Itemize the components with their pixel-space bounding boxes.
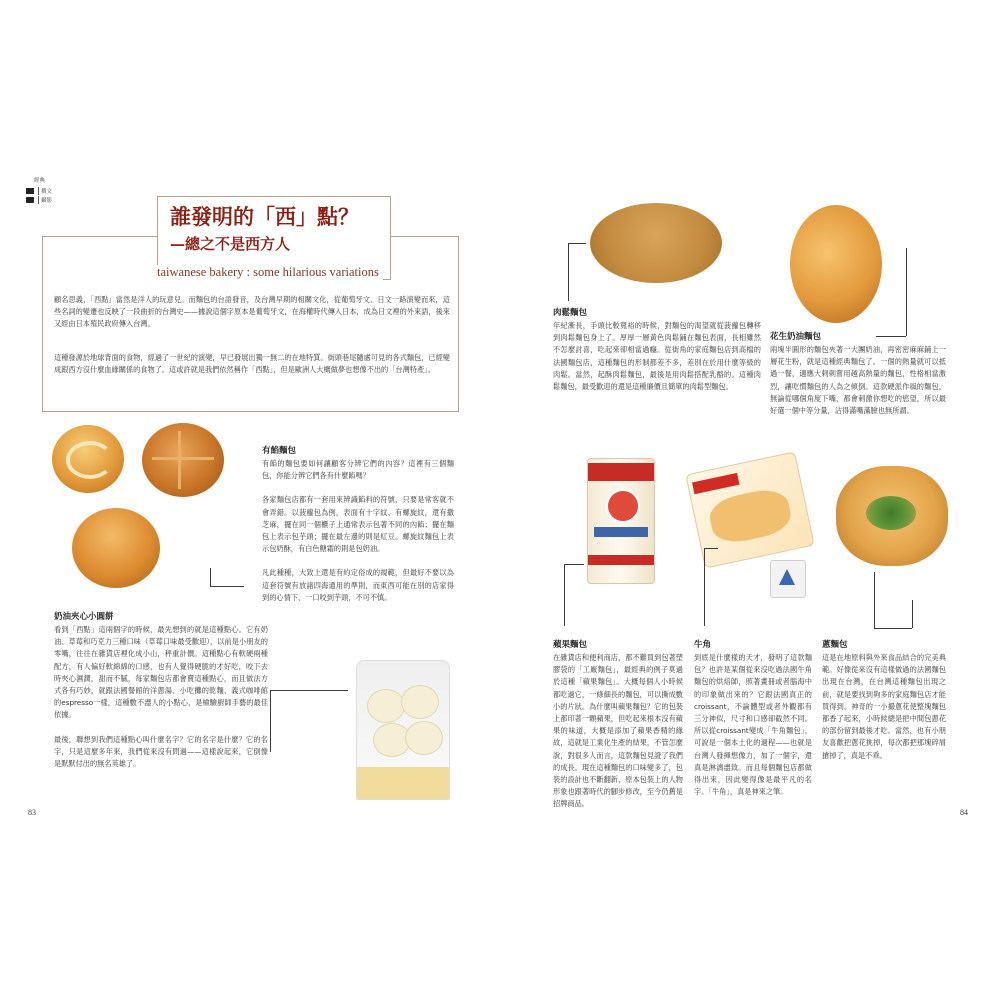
connector-line: [568, 243, 586, 244]
spiral-bun-photo: [52, 425, 124, 493]
intro-paragraph-2: 這種發源於地球背面的食物，經過了一世紀的演變，早已發展出獨一無二的在地特質。街頭巷尾隨處可見的各式麵包，已經變成跟西方沒什麼血緣關係的食物了。這或許就是我們依然稱作「西點」，但是歐洲人大概做夢也想像不出的「台灣特產」。: [54, 353, 450, 375]
croissant-tag-photo: [770, 560, 806, 598]
page-subtitle: —總之不是西方人: [170, 235, 291, 253]
connector-line: [210, 586, 244, 587]
english-subtitle: taiwanese bakery : some hilarious variations: [157, 265, 383, 280]
connector-line: [704, 548, 718, 549]
page-title: 誰發明的「西」點？: [170, 204, 359, 229]
peanut-p1: 兩塊半圓形的麵包夾著一大團奶油，再密密麻麻鋪上一層花生粉，就是這種經典麵包了。一個的熱量就可以抵過一餐，適應大剌剌嘗用越高熱量的麵包，性格相當激烈，讓吃慣麵包的人為之傾倒。這款硬派作風的麵包，無論從哪個角度下嘴，都會刺激你想吃的慾望，所以最好選一個中等分量，沾得滿嘴滿臉也無所謂。: [770, 345, 946, 416]
connector-line: [270, 690, 271, 752]
croissant-p1: 到底是什麼樣的天才，發明了這款麵包？也許是某個從來沒吃過法國牛角麵包的烘焙師，照著畫冊或者腦海中的印象做出來的？它跟法國真正的croissant，不論體型或者外觀都有三分神似，尺寸和口感卻截然不同。所以從croissant變成「牛角麵包」，可說是一個本土化的過程——也就是台灣人發揮想像力，加了一個字，還真是淋漓盡致。而且每個麵包店都做得出來，因此變得像是最平凡的名字。「牛角」，真是神來之筆。: [694, 653, 812, 797]
apple-bread-title: 蘋果麵包: [553, 640, 588, 650]
filled-bread-p1: 有餡的麵包要如何讓顧客分辨它們的內容？這裡有三個麵包，你能分辨它們各有什麼餡嗎？: [262, 459, 454, 481]
milk-cookie-p2: 最後，聯想到我們這種點心叫什麼名字？它的名字是什麼？它的名字，只是這麼多年來，我們從來沒有問過——這樣說起來，它倒像是默默付出的無名英雄了。: [54, 734, 268, 769]
meat-floss-section: [553, 306, 761, 393]
pen-icon: [26, 188, 34, 194]
filled-bread-title: 有餡麵包: [262, 446, 297, 456]
meat-floss-bun-photo: [590, 203, 722, 283]
filled-bread-section: [262, 444, 454, 604]
filled-bread-p2: 各家麵包店都有一套用來辨識餡料的符號，只要是常客就不會弄錯。以菠蘿包為例，表面有十字紋、有螺旋紋，還有撒芝麻，擺在同一個櫃子上通常表示包著不同的內餡；擺在麵包上表示包芋頭；擺在最左邊的則是紅豆。螺旋紋麵包上表示包奶酥，有白色糖霜的則是包奶油。: [262, 495, 454, 554]
apple-bread-section: [553, 638, 683, 811]
croissant-title: 牛角: [694, 640, 712, 650]
cookie-bag-photo: [356, 660, 450, 800]
intro-paragraph-1: 顧名思義，「西點」當然是洋人的玩意兒。而麵包的台語發音，及台灣早期的相關文化，從葡萄牙文、日文一路演變而來，這些名詞的變遷也反映了一段曲折的台灣史——據說這個字原本是葡萄牙文，在海權時代傳入日本，成為日文裡的外來語，後來又經由日本殖民政府傳入台灣。: [54, 295, 450, 329]
peanut-section: [770, 330, 946, 417]
connector-line: [564, 564, 565, 626]
filled-bread-p3: 凡此種種，大致上還是有約定俗成的規範，但最好不要以為這套符號有放諸四海通用的準則，而東西可能在別的店家得到的心情下、一口咬到芋頭，不可不慎。: [262, 568, 454, 602]
connector-line: [270, 690, 348, 691]
meat-floss-title: 肉鬆麵包: [553, 308, 588, 318]
byline-category: 經典: [34, 178, 46, 184]
green-onion-section: [822, 638, 946, 762]
camera-icon: [26, 197, 34, 203]
page-number-right: 84: [960, 808, 968, 817]
cross-bun-photo: [142, 423, 224, 497]
connector-line: [210, 568, 211, 586]
croissant-section: [694, 638, 812, 798]
connector-line: [568, 243, 569, 301]
milk-cookie-section: [54, 610, 268, 770]
connector-line: [704, 548, 705, 626]
apple-bread-p1: 在雜貨店和便利商店，都不難買到包著塑膠袋的「工廠麵包」，最經典的例子莫過於這種「蘋果麵包」。大概每個人小時候都吃過它，一條細長的麵包，可以撕成數小的片狀。為什麼叫蘋果麵包？它的包裝上都印著一顆蘋果，但吃起來根本沒有蘋果的味道，大概是添加了蘋果香精的緣故，這就是工業化生產的結果，不管怎麼說，對很多人而言，這款麵包見證了我們的成長。現在這種麵包的口味變多了，包裝的設計也不斷翻新，原本包裝上的人物形象也跟著時代的腳步修改，至今仍舊是招牌商品。: [553, 653, 683, 809]
connector-line: [564, 564, 584, 565]
meat-floss-p1: 年紀漸長，手頭比較寬裕的時候，對麵包的渴望就從菠蘿包轉移到肉鬆麵包身上了。厚厚一層黃色肉鬆鋪在麵包表面，長相雖然不怎麼討喜，吃起來卻相當過癮。從街角的家庭麵包店到高檔的法國麵包店，這種麵包的形制都差不多，差別在於用什麼等級的肉鬆。當然，起酥肉鬆麵包，最後是用肉鬆搭配乳酪的。這種肉鬆麵包，最受歡迎的還是這種廉價且簡單的肉鬆型麵包。: [553, 321, 761, 392]
green-onion-title: 蔥麵包: [822, 640, 848, 650]
green-onion-p1: 這是在地原料與外來食品結合的完美典範。好像從來沒有這樣做過的法國麵包出現在台灣，在台灣這種麵包出現之前，就是要找到夠多的家庭麵包店才能買得到。神奇的一小撮蔥花使整塊麵包都香了起來，小時候總是把中間包蔥花的部份留到最後才吃。當然，也有小朋友喜歡把蔥花挑掉，每次都把那塊碎屑搶掉了，真是不乖。: [822, 653, 946, 760]
peanut-title: 花生奶油麵包: [770, 332, 822, 342]
connector-line: [912, 600, 913, 628]
connector-line: [874, 628, 912, 629]
peanut-cream-bun-photo: [790, 205, 882, 323]
green-onion-bun-photo: [836, 466, 948, 566]
byline-photographer: 攝影: [38, 196, 52, 204]
byline-writer: 撰文: [38, 187, 52, 195]
byline-tag: [26, 176, 70, 206]
connector-line: [874, 572, 875, 628]
milk-cookie-p1: 看到「西點」這兩個字的時候，最先想到的就是這種點心。它有奶油、草莓和巧克力三種口味（草莓口味最受歡迎），以前是小朋友的零嘴，往往在雜貨店裡化成小山，秤重計價。這種點心有軟硬兩種配方，有人偏好軟綿綿的口感，也有人覺得硬脆的才好吃，咬下去時夾心濕潤，甜而不膩，每家麵包店都會賣這種點心，而且做法方式各有巧妙，就跟法國餐館的洋蔥湯、小吃攤的乾麵、義式咖啡館的espresso一樣，這種數不盡人的小點心，是檢驗廚師手藝的最佳依據。: [54, 625, 268, 720]
milk-cookie-title: 奶油夾心小圓餅: [54, 612, 114, 622]
connector-line: [906, 248, 907, 336]
page-number-left: 83: [28, 808, 36, 817]
apple-bread-package-photo: [587, 458, 655, 584]
sesame-bun-photo: [72, 508, 160, 588]
